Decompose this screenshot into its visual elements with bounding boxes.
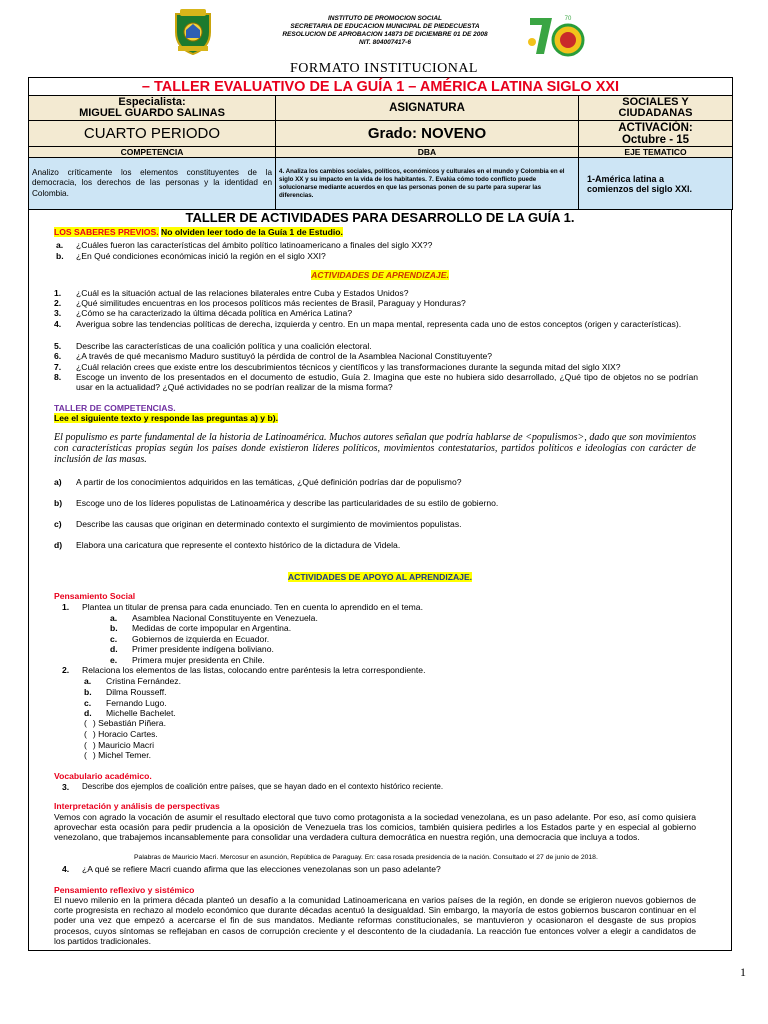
ps1-item: Asamblea Nacional Constituyente en Venezuela. — [132, 613, 318, 623]
ps2-item-letter: d. — [84, 708, 92, 718]
taller-title: – TALLER EVALUATIVO DE LA GUÍA 1 – AMÉRICA LATINA SIGLO XXI — [29, 78, 733, 96]
ps2-open-paren: ( — [84, 729, 87, 739]
aprendizaje-item-num: 3. — [54, 308, 62, 318]
saberes-item: ¿Cuáles fueron las características del ámbito político latinoamericano a finales del siglo XX?? — [76, 240, 433, 250]
activacion-label: ACTIVACIÓN: — [618, 121, 693, 134]
ps2-item-letter: a. — [84, 676, 92, 686]
header-institution-name: INSTITUTO DE PROMOCION SOCIAL — [328, 15, 442, 22]
interpretacion-source: Palabras de Mauricio Macri. Mercosur en asunción, República de Paraguay. En: casa rosada presidencia de la nación. Consultado el 27 de junio de 2018. — [134, 854, 598, 861]
ps2-item-letter: c. — [84, 698, 92, 708]
interpretacion-num: 4. — [62, 864, 70, 874]
ps2-option-text: ) Horacio Cartes. — [92, 729, 158, 739]
activacion-value: Octubre - 15 — [621, 133, 690, 146]
apoyo-title-wrap — [28, 572, 732, 582]
ps1-item-letter: d. — [110, 644, 118, 654]
populismo-text: El populismo es parte fundamental de la historia de Latinoamérica. Muchos autores señalan que podría hablarse de <populismos>, dado que son movimientos con características propias según los países donde existieron líderes políticos, movimientos contestatarios, partidos políticos e ideologías con carácter de inclusión de las masas. — [54, 432, 696, 465]
pensamiento-social-title: Pensamiento Social — [54, 591, 136, 601]
competencia-item: Describe las causas que originan en determinado contexto el surgimiento de movimientos populistas. — [76, 519, 462, 529]
especialista-label: Especialista: — [118, 96, 186, 108]
aprendizaje-item-num: 8. — [54, 372, 62, 382]
vocabulario-title: Vocabulario académico. — [54, 771, 152, 781]
ps2-option — [84, 740, 154, 750]
eje-text-line2: comienzos del siglo XXI. — [587, 183, 693, 194]
ps1-num: 1. — [62, 602, 70, 612]
aprendizaje-item-num: 7. — [54, 362, 62, 372]
header-secretaria: SECRETARIA DE EDUCACION MUNICIPAL DE PIEDECUESTA — [290, 23, 480, 30]
saberes-line — [54, 227, 343, 237]
eje-header: EJE TEMATICO — [579, 147, 733, 158]
asignatura-value-line1: SOCIALES Y — [622, 96, 689, 108]
activacion-cell — [579, 121, 733, 147]
competencias-instr-wrap — [54, 413, 278, 423]
especialista-cell — [29, 96, 276, 121]
saberes-item-num: a. — [56, 240, 64, 250]
competencia-item: Escoge uno de los líderes populistas de Latinoamérica y describe las particularidades de su estilo de gobierno. — [76, 498, 499, 508]
formato-institucional-title: FORMATO INSTITUCIONAL — [290, 61, 478, 76]
competencia-item: A partir de los conocimientos adquiridos en las temáticas, ¿Qué definición podrías dar de populismo? — [76, 477, 462, 487]
competencia-item-num: b) — [54, 498, 63, 508]
ps2-open-paren: ( — [84, 750, 87, 760]
ps2-item: Cristina Fernández. — [106, 676, 181, 686]
guide-info-table — [28, 77, 733, 210]
ps1-item-letter: e. — [110, 655, 118, 665]
ps2-item: Michelle Bachelet. — [106, 708, 176, 718]
aprendizaje-item-num: 5. — [54, 341, 62, 351]
dba-text: 4. Analiza los cambios sociales, políticos, económicos y culturales en el mundo y Colombia en el siglo XX y su impacto en la vida de los habitantes. 7. Evalúa cómo todo conflicto puede solucionarse mediante acuerdos en que las personas ponen de su parte para superar las diferencias. — [276, 158, 579, 210]
competencia-item-num: a) — [54, 477, 62, 487]
ps2-open-paren: ( — [84, 718, 87, 728]
taller-activities-title: TALLER DE ACTIVIDADES PARA DESARROLLO DE LA GUÍA 1. — [185, 210, 575, 225]
periodo-cell: CUARTO PERIODO — [29, 121, 276, 147]
aprendizaje-item: ¿Cómo se ha caracterizado la última década política en América Latina? — [76, 308, 353, 318]
competencias-title: TALLER DE COMPETENCIAS. — [54, 403, 176, 413]
ps2-item: Dilma Rousseff. — [106, 687, 167, 697]
especialista-name: MIGUEL GUARDO SALINAS — [79, 107, 225, 119]
competencia-text: Analizo críticamente los elementos constituyentes de la democracia, los derechos de las personas y la identidad en Colombia. — [29, 158, 276, 210]
ps1-item-letter: b. — [110, 623, 118, 633]
page-number: 1 — [740, 965, 746, 979]
ps2-text: Relaciona los elementos de las listas, colocando entre paréntesis la letra correspondiente. — [82, 665, 426, 675]
ps2-item: Fernando Lugo. — [106, 698, 167, 708]
dba-header: DBA — [276, 147, 579, 158]
competencia-item-num: c) — [54, 519, 62, 529]
competencia-item-num: d) — [54, 540, 63, 550]
asignatura-value-line2: CIUDADANAS — [618, 107, 693, 119]
aprendizaje-item: Describe las características de una coalición política y una coalición electoral. — [76, 341, 372, 351]
eje-text-cell — [579, 158, 733, 210]
interpretacion-title: Interpretación y análisis de perspectivas — [54, 801, 220, 811]
aprendizaje-title: ACTIVIDADES DE APRENDIZAJE. — [311, 270, 449, 280]
ps2-open-paren: ( — [84, 740, 87, 750]
eje-text-line1: 1-América latina a — [587, 173, 665, 184]
ps1-item: Medidas de corte impopular en Argentina. — [132, 623, 292, 633]
asignatura-label: ASIGNATURA — [276, 96, 579, 121]
ps2-option-text: ) Sebastián Piñera. — [92, 718, 166, 728]
ps2-option — [84, 718, 166, 728]
aprendizaje-item-num: 1. — [54, 288, 62, 298]
apoyo-title: ACTIVIDADES DE APOYO AL APRENDIZAJE. — [287, 572, 473, 582]
interpretacion-item: ¿A qué se refiere Macri cuando afirma que las elecciones venezolanas son un paso adelante? — [82, 864, 441, 874]
ps1-item: Primera mujer presidenta en Chile. — [132, 655, 265, 665]
header-resolucion: RESOLUCION DE APROBACION 14873 DE DICIEMBRE 01 DE 2008 — [282, 31, 488, 38]
anniversary-number: 70 — [564, 16, 572, 22]
ps2-option-text: ) Michel Temer. — [92, 750, 151, 760]
saberes-note: No olviden leer todo de la Guía 1 de Estudio. — [160, 227, 343, 237]
aprendizaje-item: Escoge un invento de los presentados en el documento de estudio, Guía 2. Imagina que este no hubiera sido desarrollado, ¿Qué tipo de objetos no se podrían usar en la actualidad? ¿Qué actividades no se podrían realizar de la misma forma? — [76, 372, 698, 393]
aprendizaje-item: ¿Cuál relación crees que existe entre los descubrimientos técnicos y científicos y las transformaciones durante la segunda mitad del siglo XIX? — [76, 362, 621, 372]
ps2-option — [84, 729, 158, 739]
aprendizaje-item: ¿A través de qué mecanismo Maduro sustituyó la pérdida de control de la Asamblea Nacional Constituyente? — [76, 351, 493, 361]
ps1-item-letter: c. — [110, 634, 118, 644]
ps1-item-letter: a. — [110, 613, 118, 623]
reflexivo-text: El nuevo milenio en la primera década planteó un desafío a la comunidad Latinoamericana en varios países de la región, en donde se erigieron nuevos gobiernos de corte progresista en rechazo al modelo económico que durante décadas acentuó la desigualdad. Sin embargo, la mayoría de estos gobiernos buscaron continuar en el poder una vez que empezó a acercarse el fin de sus mandatos. Mediante reformas constitucionales, se mantuvieron y ocasionaron el desgaste de sus propios procesos, cuyos síntomas se reflejaban en casos de corrupción creciente y el descontento de la ciudadanía. La reacción fue entonces volver a elegir a candidatos de los partidos tradicionales. — [54, 895, 696, 946]
competencia-item: Elabora una caricatura que represente el contexto histórico de la dictadura de Videla. — [76, 540, 401, 550]
ps2-option-text: ) Mauricio Macri — [92, 740, 154, 750]
anniversary-logo — [522, 12, 594, 58]
aprendizaje-item: ¿Cuál es la situación actual de las relaciones bilaterales entre Cuba y Estados Unidos? — [76, 288, 409, 298]
header-nit: NIT. 804007417-6 — [359, 39, 411, 46]
ps1-item: Primer presidente indígena boliviano. — [132, 644, 274, 654]
asignatura-value-cell — [579, 96, 733, 121]
saberes-label: LOS SABERES PREVIOS. — [54, 227, 159, 237]
ps2-num: 2. — [62, 665, 70, 675]
aprendizaje-item: Averigua sobre las tendencias políticas de derecha, izquierda y centro. En un mapa mental, representa cada uno de estos conceptos (origen y características). — [76, 319, 682, 329]
saberes-item-num: b. — [56, 251, 64, 261]
ps1-text: Plantea un titular de prensa para cada enunciado. Ten en cuenta lo aprendido en el tema. — [82, 602, 423, 612]
aprendizaje-title-wrap — [28, 270, 732, 280]
ps1-item: Gobiernos de izquierda en Ecuador. — [132, 634, 270, 644]
reflexivo-title: Pensamiento reflexivo y sistémico — [54, 885, 195, 895]
vocabulario-num: 3. — [62, 782, 70, 792]
aprendizaje-item-num: 4. — [54, 319, 62, 329]
aprendizaje-item-num: 2. — [54, 298, 62, 308]
competencia-header: COMPETENCIA — [29, 147, 276, 158]
aprendizaje-item: ¿Qué similitudes encuentras en los procesos políticos más recientes de Brasil, Paraguay y Honduras? — [76, 298, 466, 308]
ps2-item-letter: b. — [84, 687, 92, 697]
interpretacion-text: Vemos con agrado la vocación de asumir el resultado electoral que tuvo como protagonista a la sociedad venezolana, es un paso adelante. Por eso, así como quisiera aprovechar esta ocasión para pedir prudencia a la oposición de Venezuela tras los comicios, también quisiera pedirles a los Estados parte y en especial al gobierno venezolano, que trabajemos incansablemente para consolidar una verdadera cultura democrática en nuestra región, una democracia que incluya a todos. — [54, 812, 696, 843]
ps2-option — [84, 750, 151, 760]
grado-cell: Grado: NOVENO — [276, 121, 579, 147]
vocabulario-item: Describe dos ejemplos de coalición entre países, que se hayan dado en el contexto histórico reciente. — [82, 782, 444, 791]
competencias-instruction: Lee el siguiente texto y responde las preguntas a) y b). — [54, 413, 278, 423]
aprendizaje-item-num: 6. — [54, 351, 62, 361]
saberes-item: ¿En Qué condiciones económicas inició la región en el siglo XXI? — [76, 251, 326, 261]
